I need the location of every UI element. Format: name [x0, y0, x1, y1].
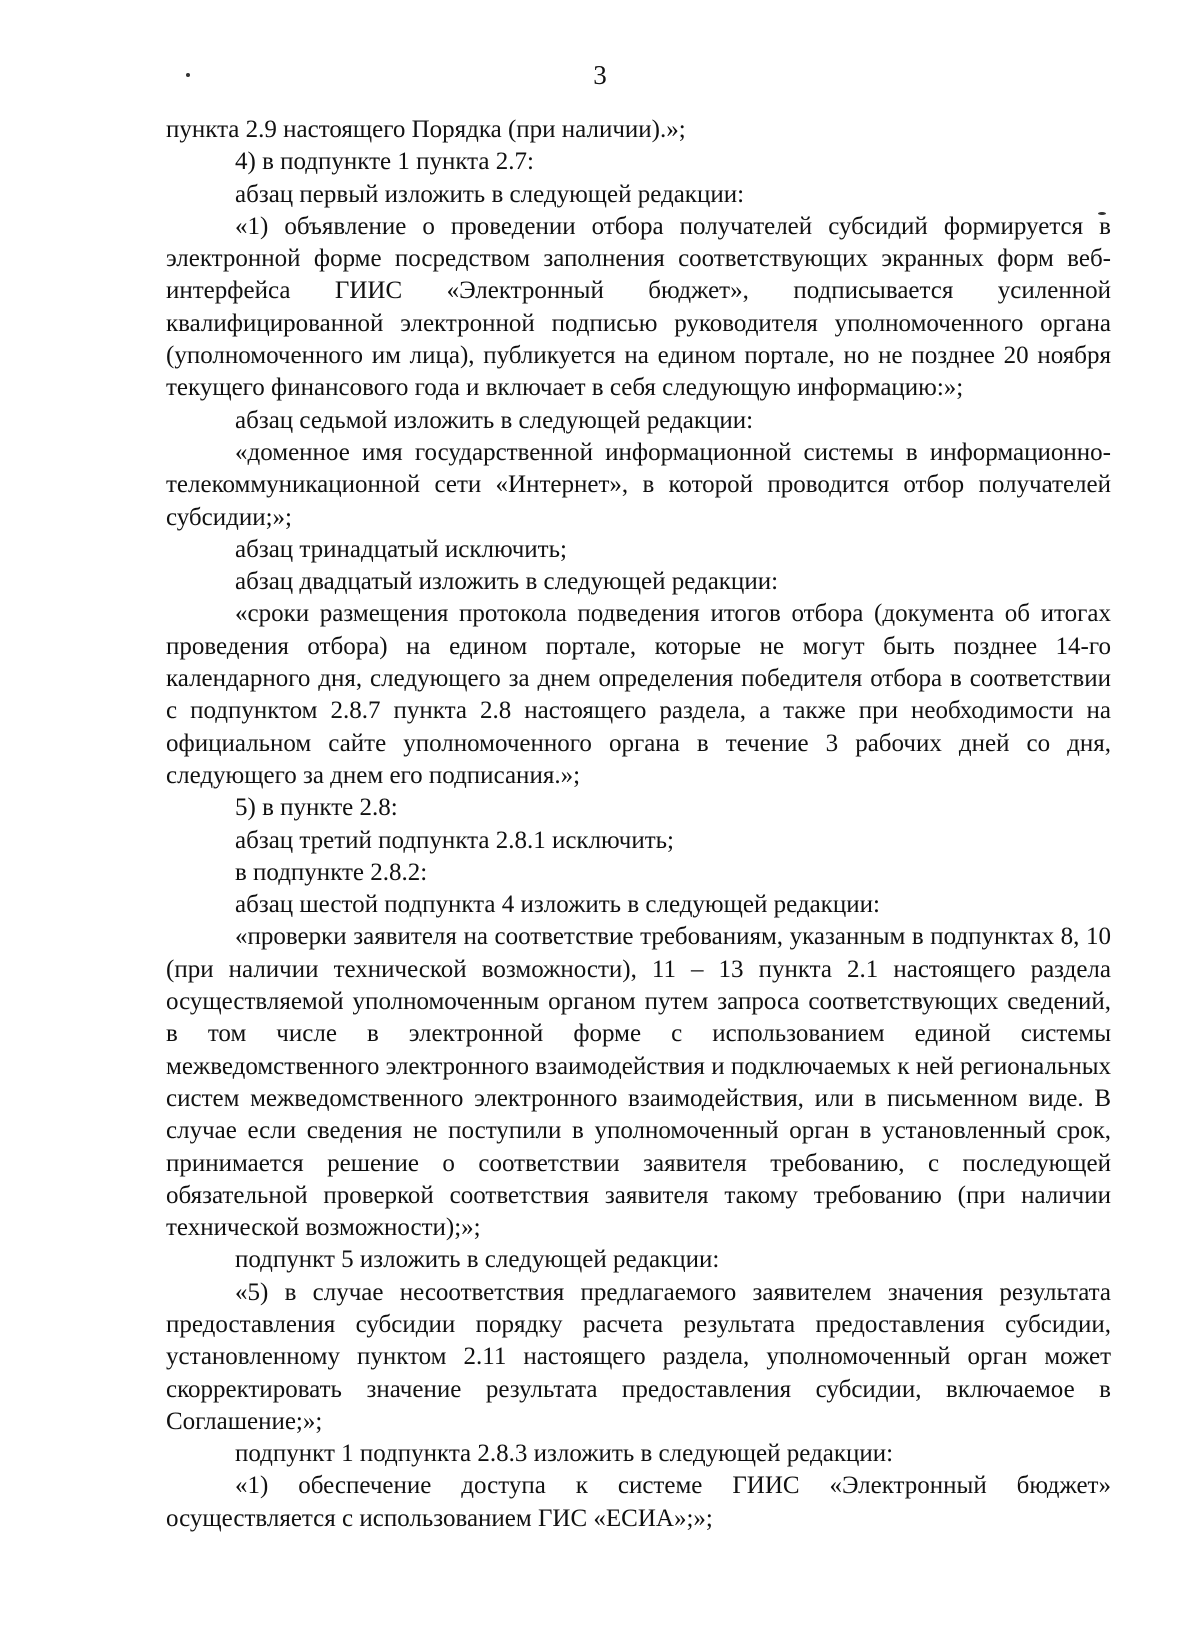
paragraph: в подпункте 2.8.2:	[235, 858, 428, 886]
paragraph: «1) обеспечение доступа к системе ГИИС «Электронный бюджет» осуществляется с использованием ГИС «ЕСИА»;»;	[166, 1472, 1111, 1532]
paragraph: абзац шестой подпункта 4 изложить в следующей редакции:	[235, 891, 880, 919]
paragraph: «проверки заявителя на соответствие требованиям, указанным в подпунктах 8, 10 (при наличии технической возможности), 11 – 13 пункта 2.1 настоящего раздела осуществляемой уполномоченным органом путем запроса соответствующих сведений, в том числе в электронной форме с использованием единой системы межведомственного электронного взаимодействия и подключаемых к ней региональных систем межведомственного электронного взаимодействия, или в письменном виде. В случае если сведения не поступили в уполномоченный орган в установленный срок, принимается решение о соответствии заявителя требованию, с последующей обязательной проверкой соответствия заявителя такому требованию (при наличии технической возможности);»;	[166, 923, 1111, 1242]
paragraph: «сроки размещения протокола подведения итогов отбора (документа об итогах проведения отбора) на едином портале, которые не могут быть позднее 14-го календарного дня, следующего за днем определения победителя отбора в соответствии с подпунктом 2.8.7 пункта 2.8 настоящего раздела, а также при необходимости на официальном сайте уполномоченного органа в течение 3 рабочих дней со дня, следующего за днем его подписания.»;	[166, 600, 1111, 789]
paragraph: абзац первый изложить в следующей редакции:	[235, 180, 745, 208]
document-body	[166, 114, 1111, 1535]
paragraph: «1) объявление о проведении отбора получателей субсидий формируется в электронной форме посредством заполнения соответствующих экранных форм веб-интерфейса ГИИС «Электронный бюджет», подписывается усиленной квалифицированной электронной подписью руководителя уполномоченного органа (уполномоченного им лица), публикуется на едином портале, но не позднее 20 ноября текущего финансового года и включает в себя следующую информацию:»;	[166, 212, 1111, 402]
paragraph: абзац третий подпункта 2.8.1 исключить;	[235, 826, 675, 854]
paragraph: «5) в случае несоответствия предлагаемого заявителем значения результата предоставления субсидии порядку расчета результата предоставления субсидии, установленному пунктом 2.11 настоящего раздела, уполномоченный орган может скорректировать значение результата предоставления субсидии, включаемое в Соглашение;»;	[166, 1278, 1111, 1435]
paragraph: абзац седьмой изложить в следующей редакции:	[235, 406, 754, 434]
page-number: 3	[593, 60, 607, 90]
paragraph: 5) в пункте 2.8:	[235, 794, 398, 822]
paragraph: «доменное имя государственной информационной системы в информационно-телекоммуникационной сети «Интернет», в которой проводится отбор получателей субсидии;»;	[166, 438, 1111, 531]
paragraph: абзац двадцатый изложить в следующей редакции:	[235, 568, 779, 596]
paragraph: подпункт 1 подпункта 2.8.3 изложить в следующей редакции:	[235, 1440, 894, 1468]
paragraph: пункта 2.9 настоящего Порядка (при наличии).»;	[166, 116, 686, 143]
paragraph: абзац тринадцатый исключить;	[235, 535, 567, 563]
paragraph: подпункт 5 изложить в следующей редакции:	[235, 1246, 720, 1274]
paragraph: 4) в подпункте 1 пункта 2.7:	[235, 148, 534, 176]
